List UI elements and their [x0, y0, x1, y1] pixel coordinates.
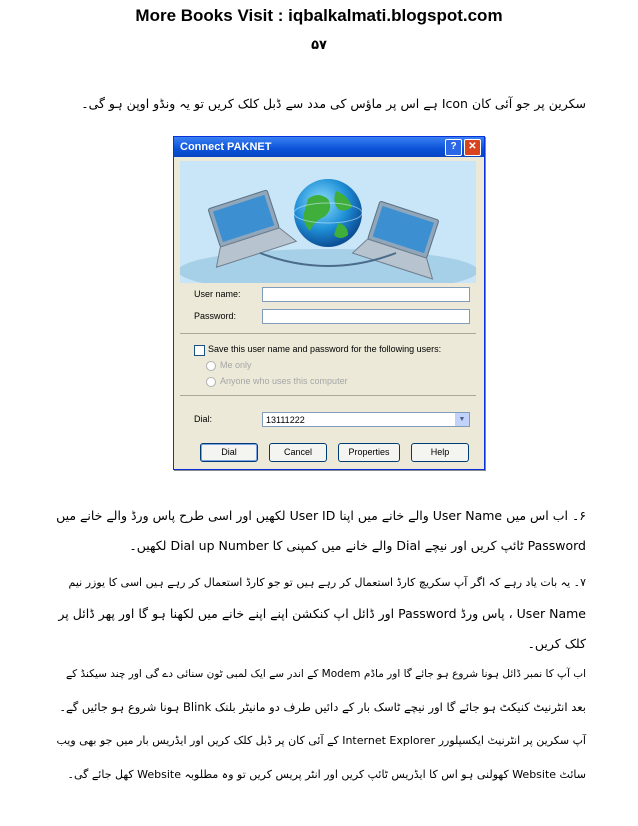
step-7-line-2: User Name ، پاس ورڈ Password اور ڈائل اپ کنکشن اپنے اپنے خانے میں لکھنا ہو گا اور پھر ڈائل پر [58, 606, 586, 621]
dialog-titlebar [174, 137, 484, 157]
properties-button[interactable]: Properties [338, 443, 400, 462]
step-6-line-1: ۶۔ اب اس میں User Name والے خانے میں اپنا User ID لکھیں اور اسی طرح پاس ورڈ والے خانے میں [56, 508, 586, 523]
dialog-title: Connect PAKNET [180, 141, 272, 153]
para-line-4: سائٹ Website کھولنی ہو اس کا ایڈریس ٹائپ کریں اور انٹر پریس کریں تو وہ مطلوبہ Website کھل جائے گی۔ [67, 768, 586, 781]
username-input[interactable] [262, 287, 470, 302]
save-password-label: Save this user name and password for the following users: [208, 344, 442, 354]
me-only-radio[interactable] [206, 361, 216, 371]
dial-select[interactable] [262, 412, 470, 427]
help-button[interactable]: Help [411, 443, 469, 462]
anyone-radio[interactable] [206, 377, 216, 387]
password-input[interactable] [262, 309, 470, 324]
username-label: User name: [194, 289, 241, 299]
step-7-line-3: کلک کریں۔ [527, 636, 586, 651]
para-line-1: اب آپ کا نمبر ڈائل ہونا شروع ہو جائے گا اور ماڈم Modem کے اندر سے ایک لمبی ٹون سنائی دے گی اور چند سیکنڈ کے [66, 668, 586, 680]
dialog-banner-illustration [180, 161, 476, 283]
para-line-2: بعد انٹرنیٹ کنیکٹ ہو جائے گا اور نیچے ٹاسک بار کے دائیں طرف دو مانیٹر بلنک Blink ہونا شروع ہو جائیں گے۔ [59, 700, 586, 714]
connect-dialog [173, 136, 485, 470]
network-globe-icon [180, 161, 476, 283]
page-number: ۵۷ [311, 38, 327, 53]
cancel-button[interactable]: Cancel [269, 443, 327, 462]
page-header: More Books Visit : iqbalkalmati.blogspot.com [135, 6, 503, 25]
separator [180, 395, 476, 396]
chevron-down-icon[interactable]: ▼ [455, 413, 469, 426]
me-only-label: Me only [220, 360, 252, 370]
step-6-line-2: Password ٹائپ کریں اور نیچے Dial والے خانے میں کمپنی کا Dial up Number لکھیں۔ [129, 538, 586, 553]
intro-paragraph: سکرین پر جو آئی کان Icon ہے اس پر ماؤس کی مدد سے ڈبل کلک کریں تو یہ ونڈو اوپن ہو گی۔ [81, 96, 586, 111]
dial-label: Dial: [194, 414, 213, 424]
save-password-checkbox[interactable] [194, 345, 205, 356]
para-line-3: آپ سکرین پر انٹرنیٹ ایکسپلورر Internet Explorer کے آئی کان پر ڈبل کلک کریں اور ایڈریس بار میں جو بھی ویب [56, 734, 586, 747]
step-7-line-1: ۷۔ یہ بات یاد رہے کہ اگر آپ سکریچ کارڈ استعمال کر رہے ہیں تو جو کارڈ استعمال کر رہے ہیں اسی کا یوزر نیم [68, 576, 586, 589]
dial-value: 13111222 [266, 415, 305, 425]
dial-button[interactable]: Dial [200, 443, 258, 462]
close-button[interactable]: ✕ [464, 139, 481, 156]
password-label: Password: [194, 311, 237, 321]
separator [180, 333, 476, 334]
anyone-label: Anyone who uses this computer [220, 376, 348, 386]
help-title-button[interactable]: ? [445, 139, 462, 156]
